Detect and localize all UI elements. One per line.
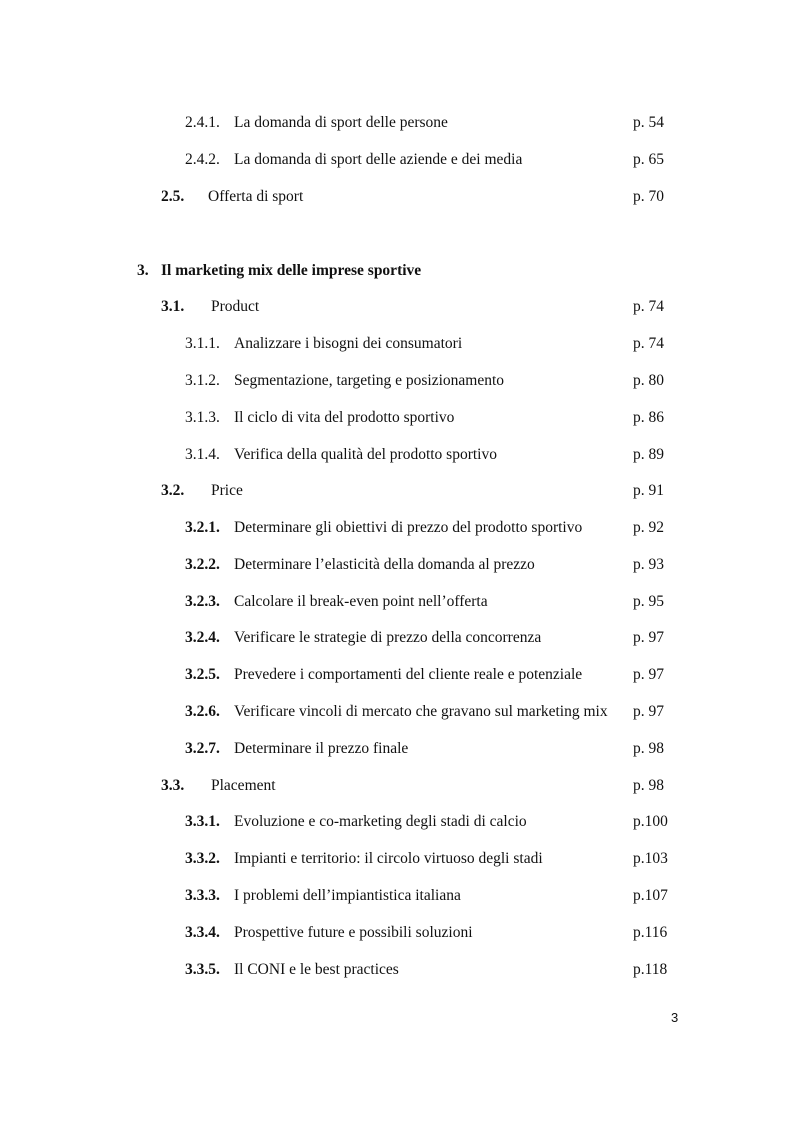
toc-entry-page: p. 97 (633, 703, 664, 720)
toc-entry-number: 3.1.4. (185, 446, 220, 463)
toc-entry-title: Verificare vincoli di mercato che gravano sul marketing mix (234, 703, 608, 720)
toc-entry-title: Placement (211, 777, 276, 794)
toc-entry-3-3-3 (0, 885, 794, 907)
toc-entry-title: La domanda di sport delle persone (234, 114, 448, 131)
toc-entry-page: p. 74 (633, 335, 664, 352)
toc-entry-number: 3.1. (161, 298, 185, 315)
toc-entry-3-2-4 (0, 627, 794, 649)
toc-chapter-title: Il marketing mix delle imprese sportive (161, 262, 422, 279)
toc-entry-3-1-2 (0, 370, 794, 392)
toc-entry-title: Prospettive future e possibili soluzioni (234, 924, 473, 941)
toc-entry-number: 3.2.2. (185, 556, 220, 573)
toc-entry-3-1 (0, 296, 794, 318)
toc-entry-3-2-7 (0, 738, 794, 760)
page-number: 3 (671, 1010, 679, 1025)
toc-entry-number: 3.3.1. (185, 813, 220, 830)
toc-entry-page: p. 74 (633, 298, 664, 315)
toc-entry-3-1-1 (0, 333, 794, 355)
toc-entry-3-3-4 (0, 922, 794, 944)
toc-entry-number: 2.4.2. (185, 151, 220, 168)
toc-entry-title: Il CONI e le best practices (234, 961, 399, 978)
toc-entry-page: p. 95 (633, 593, 664, 610)
toc-chapter-number: 3. (137, 262, 149, 279)
toc-entry-number: 3.2.4. (185, 629, 220, 646)
toc-entry-page: p. 91 (633, 482, 664, 499)
toc-entry-3-2-1 (0, 517, 794, 539)
toc-entry-title: Calcolare il break-even point nell’offerta (234, 593, 488, 610)
toc-entry-page: p. 89 (633, 446, 664, 463)
toc-chapter-3 (0, 260, 794, 282)
toc-entry-number: 3.2. (161, 482, 185, 499)
toc-entry-2-5 (0, 186, 794, 208)
toc-entry-number: 3.1.2. (185, 372, 220, 389)
toc-entry-number: 3.3.3. (185, 887, 220, 904)
toc-entry-title: Evoluzione e co-marketing degli stadi di calcio (234, 813, 527, 830)
toc-entry-3-2-3 (0, 591, 794, 613)
toc-entry-3-3-5 (0, 959, 794, 981)
toc-entry-number: 3.1.1. (185, 335, 220, 352)
toc-entry-title: La domanda di sport delle aziende e dei media (234, 151, 523, 168)
toc-entry-number: 3.3.2. (185, 850, 220, 867)
toc-entry-page: p. 86 (633, 409, 664, 426)
toc-entry-page: p. 80 (633, 372, 664, 389)
toc-entry-3-2 (0, 480, 794, 502)
toc-entry-title: Verificare le strategie di prezzo della concorrenza (234, 629, 542, 646)
toc-entry-3-2-2 (0, 554, 794, 576)
toc-entry-number: 2.5. (161, 188, 185, 205)
toc-entry-page: p.116 (633, 924, 668, 941)
toc-entry-page: p. 92 (633, 519, 664, 536)
toc-entry-page: p. 97 (633, 629, 664, 646)
toc-entry-title: Determinare il prezzo finale (234, 740, 409, 757)
toc-entry-number: 3.3.4. (185, 924, 220, 941)
toc-entry-title: Price (211, 482, 243, 499)
toc-entry-3-3-2 (0, 848, 794, 870)
toc-entry-number: 3.3.5. (185, 961, 220, 978)
toc-entry-number: 3.3. (161, 777, 185, 794)
toc-entry-number: 3.2.1. (185, 519, 220, 536)
toc-entry-number: 3.2.5. (185, 666, 220, 683)
toc-entry-2-4-2 (0, 149, 794, 171)
toc-entry-number: 3.1.3. (185, 409, 220, 426)
toc-entry-title: Il ciclo di vita del prodotto sportivo (234, 409, 455, 426)
toc-entry-3-1-4 (0, 444, 794, 466)
toc-entry-title: I problemi dell’impiantistica italiana (234, 887, 461, 904)
toc-entry-title: Product (211, 298, 260, 315)
toc-entry-3-2-5 (0, 664, 794, 686)
toc-entry-title: Determinare gli obiettivi di prezzo del prodotto sportivo (234, 519, 583, 536)
toc-entry-title: Impianti e territorio: il circolo virtuoso degli stadi (234, 850, 543, 867)
toc-entry-page: p. 70 (633, 188, 664, 205)
toc-entry-page: p. 97 (633, 666, 664, 683)
toc-entry-page: p.107 (633, 887, 668, 904)
toc-entry-title: Prevedere i comportamenti del cliente reale e potenziale (234, 666, 583, 683)
toc-entry-title: Determinare l’elasticità della domanda al prezzo (234, 556, 535, 573)
toc-entry-title: Segmentazione, targeting e posizionamento (234, 372, 505, 389)
toc-entry-page: p.103 (633, 850, 668, 867)
toc-entry-3-3-1 (0, 811, 794, 833)
toc-entry-page: p. 93 (633, 556, 664, 573)
toc-entry-page: p.100 (633, 813, 668, 830)
toc-entry-page: p.118 (633, 961, 668, 978)
toc-entry-3-1-3 (0, 407, 794, 429)
toc-entry-title: Offerta di sport (208, 188, 304, 205)
toc-entry-2-4-1 (0, 112, 794, 134)
toc-entry-title: Analizzare i bisogni dei consumatori (234, 335, 463, 352)
toc-entry-page: p. 98 (633, 740, 664, 757)
toc-entry-title: Verifica della qualità del prodotto sportivo (234, 446, 497, 463)
toc-entry-number: 3.2.7. (185, 740, 220, 757)
toc-entry-number: 3.2.3. (185, 593, 220, 610)
toc-entry-page: p. 54 (633, 114, 664, 131)
toc-entry-3-3 (0, 775, 794, 797)
toc-entry-3-2-6 (0, 701, 794, 723)
toc-entry-number: 2.4.1. (185, 114, 220, 131)
toc-entry-page: p. 98 (633, 777, 664, 794)
toc-entry-page: p. 65 (633, 151, 664, 168)
toc-entry-number: 3.2.6. (185, 703, 220, 720)
